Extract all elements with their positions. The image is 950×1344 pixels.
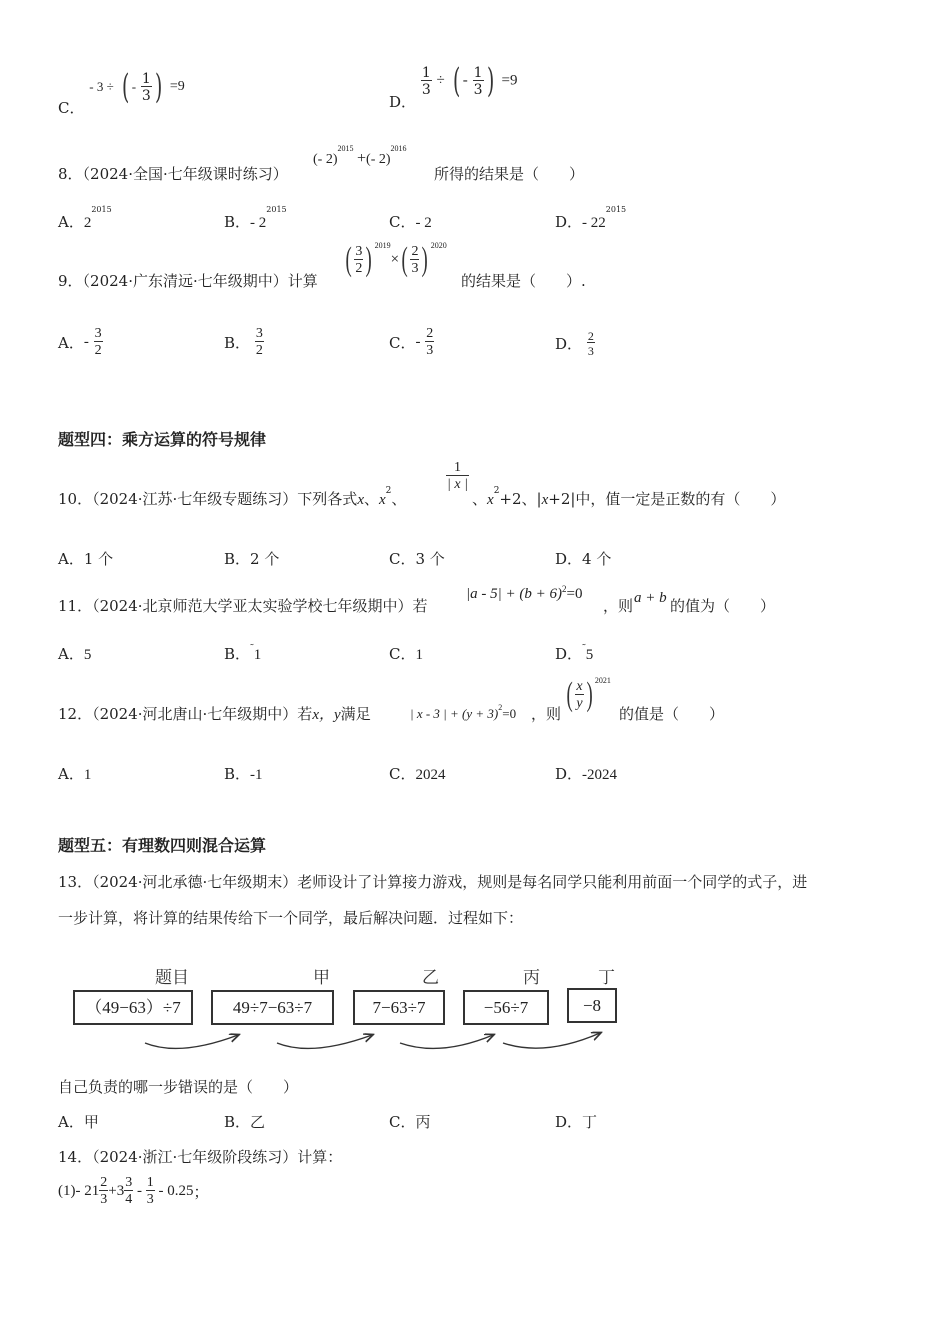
relay-box: −8 [567, 988, 617, 1023]
relay-box: 7−63÷7 [353, 990, 445, 1025]
q12-tail: 的值是（ ） [619, 705, 725, 723]
q7-option-d[interactable]: D． $\frac{1}{3}$ ÷ ( - $\frac{1}{3}$ ) =9 [389, 61, 518, 111]
q9-option-b[interactable]: B． $\frac{3}{2}$ [224, 326, 263, 358]
q8-option-d[interactable]: D．- $22^{2015}$ [555, 205, 627, 231]
q13-line1: 13．（2024·河北承德·七年级期末）老师设计了计算接力游戏，规则是每名同学只能利用前面一个同学的式子，进 [58, 873, 808, 891]
q12-option-a[interactable]: A．1 [58, 765, 92, 783]
q9-tail: 的结果是（ ）. [461, 272, 586, 290]
arrow [503, 1033, 600, 1048]
q13-option-c[interactable]: C．丙 [389, 1113, 431, 1131]
q8-tail: 所得的结果是（ ） [434, 165, 585, 183]
fraction: $\frac{1}{3}$ [141, 70, 151, 104]
q11-option-c[interactable]: C．1 [389, 645, 423, 663]
q8-option-b[interactable]: B．- $2^{2015}$ [224, 205, 287, 231]
q11-ab: a + b [634, 590, 667, 606]
q13-option-a[interactable]: A．甲 [58, 1113, 99, 1131]
q12-fraction: ( $\frac{x}{y}$ ) $^{2021}$ [566, 676, 611, 713]
q11-option-a[interactable]: A．5 [58, 645, 92, 663]
q12-option-d[interactable]: D．-2024 [555, 765, 618, 783]
q10-option-c[interactable]: C．3 个 [389, 550, 445, 568]
q7-option-c[interactable]: C． - 3 ÷ ( - $\frac{1}{3}$ ) =9 [58, 67, 185, 117]
q10-tail: 、$x^2+2$、|x+2|中，值一定是正数的有（ ） [472, 486, 786, 508]
q11-stem: 11．（2024·北京师范大学亚太实验学校七年级期中）若 [58, 597, 428, 615]
stage-label: 甲 [313, 968, 330, 988]
q13-option-b[interactable]: B．乙 [224, 1113, 266, 1131]
arrow [400, 1035, 493, 1048]
q13-option-d[interactable]: D．丁 [555, 1113, 598, 1131]
relay-arrows [0, 1025, 700, 1065]
q12-option-c[interactable]: C．2024 [389, 765, 446, 783]
q10-option-b[interactable]: B．2 个 [224, 550, 280, 568]
stage-label: 丙 [523, 968, 540, 988]
q10-fraction: $\frac{1}{| x |}$ [447, 460, 468, 492]
q9-option-a[interactable]: A．- $\frac{3}{2}$ [58, 326, 102, 358]
q10-stem: 10．（2024·江苏·七年级专题练习）下列各式x、$x^2$、 [58, 486, 407, 508]
q11-mid: ，则 [603, 597, 634, 615]
q12-stem: 12．（2024·河北唐山·七年级期中）若x，y满足 [58, 705, 371, 723]
stage-label: 乙 [422, 968, 439, 988]
stage-label: 题目 [155, 968, 189, 988]
q12-expression: | x - 3 | + $(y + 3)^2=0$ [410, 703, 517, 721]
q8-expression: (- 2)$^{2015}$ +(- 2)$^{2016}$ [313, 144, 407, 167]
q9-expression: ( $\frac{3}{2}$ ) $^{2019}$×( $\frac{2}{3}$ ) $^{2020}$ [345, 241, 447, 278]
option-label: D． [389, 93, 417, 111]
section-heading: 题型四：乘方运算的符号规律 [58, 430, 267, 449]
option-label: C． [58, 99, 85, 117]
fraction: $\frac{1}{3}$ [421, 64, 431, 98]
q9-option-c[interactable]: C．- $\frac{2}{3}$ [389, 326, 434, 358]
arrow [277, 1035, 372, 1048]
arrow [145, 1035, 238, 1048]
q12-mid: ，则 [531, 705, 562, 723]
relay-box: −56÷7 [463, 990, 549, 1025]
q8-stem: 8．（2024·全国·七年级课时练习） [58, 165, 288, 183]
q10-option-a[interactable]: A．1 个 [58, 550, 114, 568]
q12-option-b[interactable]: B．-1 [224, 765, 263, 783]
q14-stem: 14．（2024·浙江·七年级阶段练习）计算： [58, 1148, 343, 1166]
q11-option-b[interactable]: B．˜1 [224, 642, 262, 663]
q9-option-d[interactable]: D． $\frac{2}{3}$ [555, 329, 594, 358]
q13-question: 自己负责的哪一步错误的是（ ） [58, 1078, 299, 1096]
q9-stem: 9．（2024·广东清远·七年级期中）计算 [58, 272, 318, 290]
q11-expression: $|a - 5| + (b + 6)^2=0$ [466, 584, 583, 602]
q8-option-c[interactable]: C．- 2 [389, 213, 432, 231]
section-heading: 题型五：有理数四则混合运算 [58, 836, 267, 855]
q14-part1: (1)- 21 $\frac{2}{3}$ +3 $\frac{3}{4}$ - $\frac{1}{3}$ - 0.25； [58, 1175, 209, 1207]
q10-option-d[interactable]: D．4 个 [555, 550, 612, 568]
q11-tail: 的值为（ ） [670, 597, 776, 615]
fraction: $\frac{1}{3}$ [473, 64, 483, 98]
q8-option-a[interactable]: A．$2^{2015}$ [58, 205, 112, 231]
relay-box: 49÷7−63÷7 [211, 990, 334, 1025]
q13-line2: 一步计算，将计算的结果传给下一个同学，最后解决问题．过程如下： [58, 909, 524, 927]
relay-box: （49−63）÷7 [73, 990, 193, 1025]
stage-label: 丁 [598, 968, 615, 988]
q11-option-d[interactable]: D．˜5 [555, 642, 594, 663]
